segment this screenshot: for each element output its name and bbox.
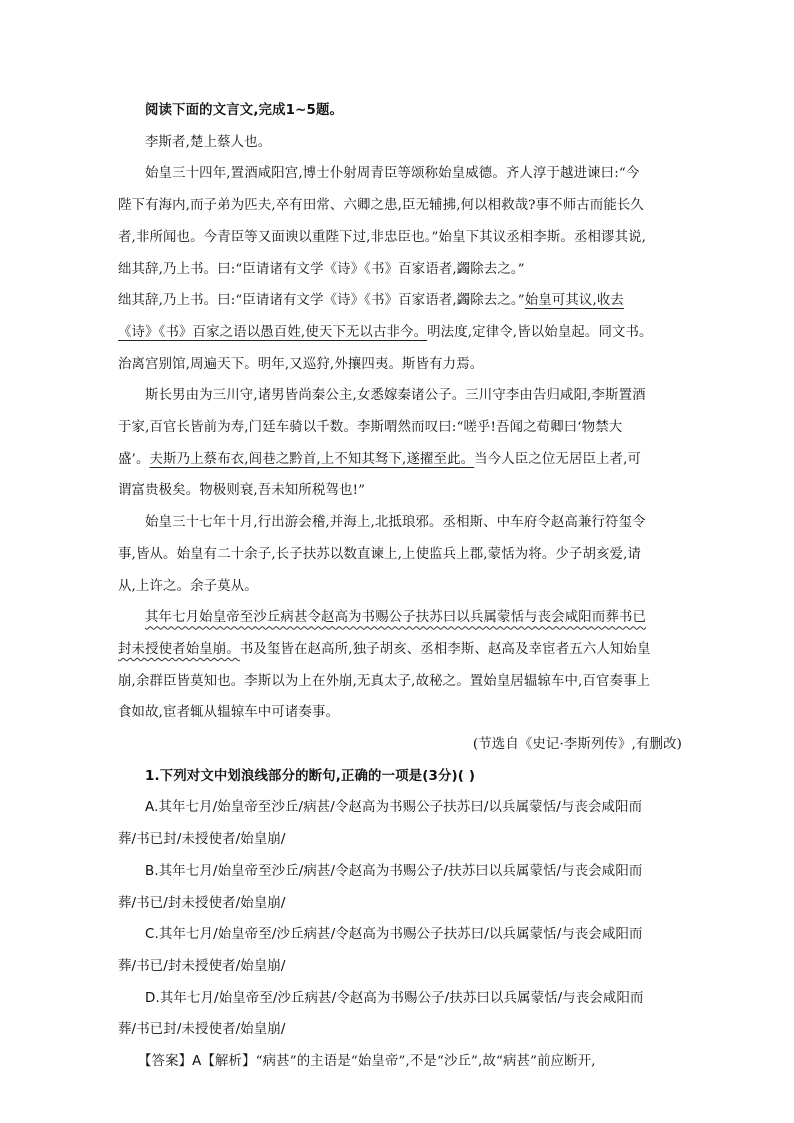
passage-line-underlined: 《诗》《书》百家之语以愚百姓,使天下无以古非今。明法度,定律令,皆以始皇起。同文书。 (118, 324, 653, 340)
option-d-line1: D.其年七月/始皇帝至/沙丘病甚/令赵高为书赐公子/扶苏曰以兵属蒙恬/与丧会咸阳而 (145, 990, 644, 1006)
passage-line-wavy: 其年七月始皇帝至沙丘病甚令赵高为书赐公子扶苏曰以兵属蒙恬与丧会咸阳而葬书已 (145, 610, 647, 626)
passage-line: 者,非所闻也。今青臣等又面谀以重陛下过,非忠臣也。”始皇下其议丞相李斯。丞相谬其说, (118, 229, 647, 245)
passage-line: 陛下有海内,而子弟为匹夫,卒有田常、六卿之患,臣无辅拂,何以相救哉?事不师古而能长久 (118, 198, 644, 214)
passage-line-underlined: 绌其辞,乃上书。曰:“臣请诸有文学《诗》《书》百家语者,蠲除去之。”始皇可其议,收去 (118, 293, 624, 309)
passage-line: 谓富贵极矣。物极则衰,吾未知所税驾也!” (118, 483, 366, 499)
passage-line: 事,皆从。始皇有二十余子,长子扶苏以数直谏上,上使监兵上郡,蒙恬为将。少子胡亥爱,请 (118, 546, 642, 562)
passage-line: 斯长男由为三川守,诸男皆尚秦公主,女悉嫁秦诸公子。三川守李由告归咸阳,李斯置酒 (145, 388, 646, 404)
option-d-line2: 葬/书已封/未授使者/始皇崩/ (118, 1022, 286, 1038)
instruction-heading: 阅读下面的文言文,完成1~5题。 (145, 103, 344, 118)
document-content (118, 95, 684, 1078)
source-note: (节选自《史记·李斯列传》,有删改) (472, 737, 682, 753)
passage-line: 始皇三十四年,置酒咸阳宫,博士仆射周青臣等颂称始皇威德。齐人淳于越进谏曰:“今 (145, 166, 640, 182)
passage-line-wavy: 封未授使者始皇崩。书及玺皆在赵高所,独子胡亥、丞相李斯、赵高及幸宦者五六人知始皇 (118, 641, 651, 657)
answer-line: 【答案】A【解析】“病甚”的主语是“始皇帝”,不是“沙丘”,故“病甚”前应断开, (138, 1054, 596, 1070)
option-c-line2: 葬/书已/封未授使者/始皇崩/ (118, 958, 286, 974)
option-a-line2: 葬/书已封/未授使者/始皇崩/ (118, 832, 286, 848)
passage-line: 食如故,宦者辄从辒辌车中可诸奏事。 (118, 705, 340, 721)
passage-line: 绌其辞,乃上书。曰:“臣请诸有文学《诗》《书》百家语者,蠲除去之。” (118, 261, 525, 277)
passage-line: 从,上许之。余子莫从。 (118, 578, 258, 594)
passage-line: 崩,余群臣皆莫知也。李斯以为上在外崩,无真太子,故秘之。置始皇居辒辌车中,百官奏事上 (118, 673, 651, 689)
passage-line: 治离宫别馆,周遍天下。明年,又巡狩,外攘四夷。斯皆有力焉。 (118, 356, 484, 372)
option-c-line1: C.其年七月/始皇帝至/沙丘病甚/令赵高为书赐公子扶苏曰/以兵属蒙恬/与丧会咸阳而 (145, 927, 643, 943)
passage-line: 于家,百官长皆前为寿,门廷车骑以千数。李斯喟然而叹曰:“嗟乎!吾闻之荀卿曰‘物禁大 (118, 420, 623, 436)
question-stem: 1.下列对文中划浪线部分的断句,正确的一项是(3分)( ) (145, 768, 476, 784)
passage-line: 始皇三十七年十月,行出游会稽,并海上,北抵琅邪。丞相斯、中车府令赵高兼行符玺令 (145, 515, 646, 531)
option-a-line1: A.其年七月/始皇帝至沙丘/病甚/令赵高为书赐公子扶苏曰/以兵属蒙恬/与丧会咸阳而 (145, 800, 643, 816)
option-b-line2: 葬/书已/封未授使者/始皇崩/ (118, 895, 286, 911)
option-b-line1: B.其年七月/始皇帝至沙丘/病甚/令赵高为书赐公子/扶苏曰以兵属蒙恬/与丧会咸阳而 (145, 863, 643, 879)
passage-line: 李斯者,楚上蔡人也。 (145, 134, 272, 150)
passage-line-underlined: 盛’。夫斯乃上蔡布衣,闾巷之黔首,上不知其驽下,遂擢至此。当今人臣之位无居臣上者,可 (118, 451, 642, 467)
